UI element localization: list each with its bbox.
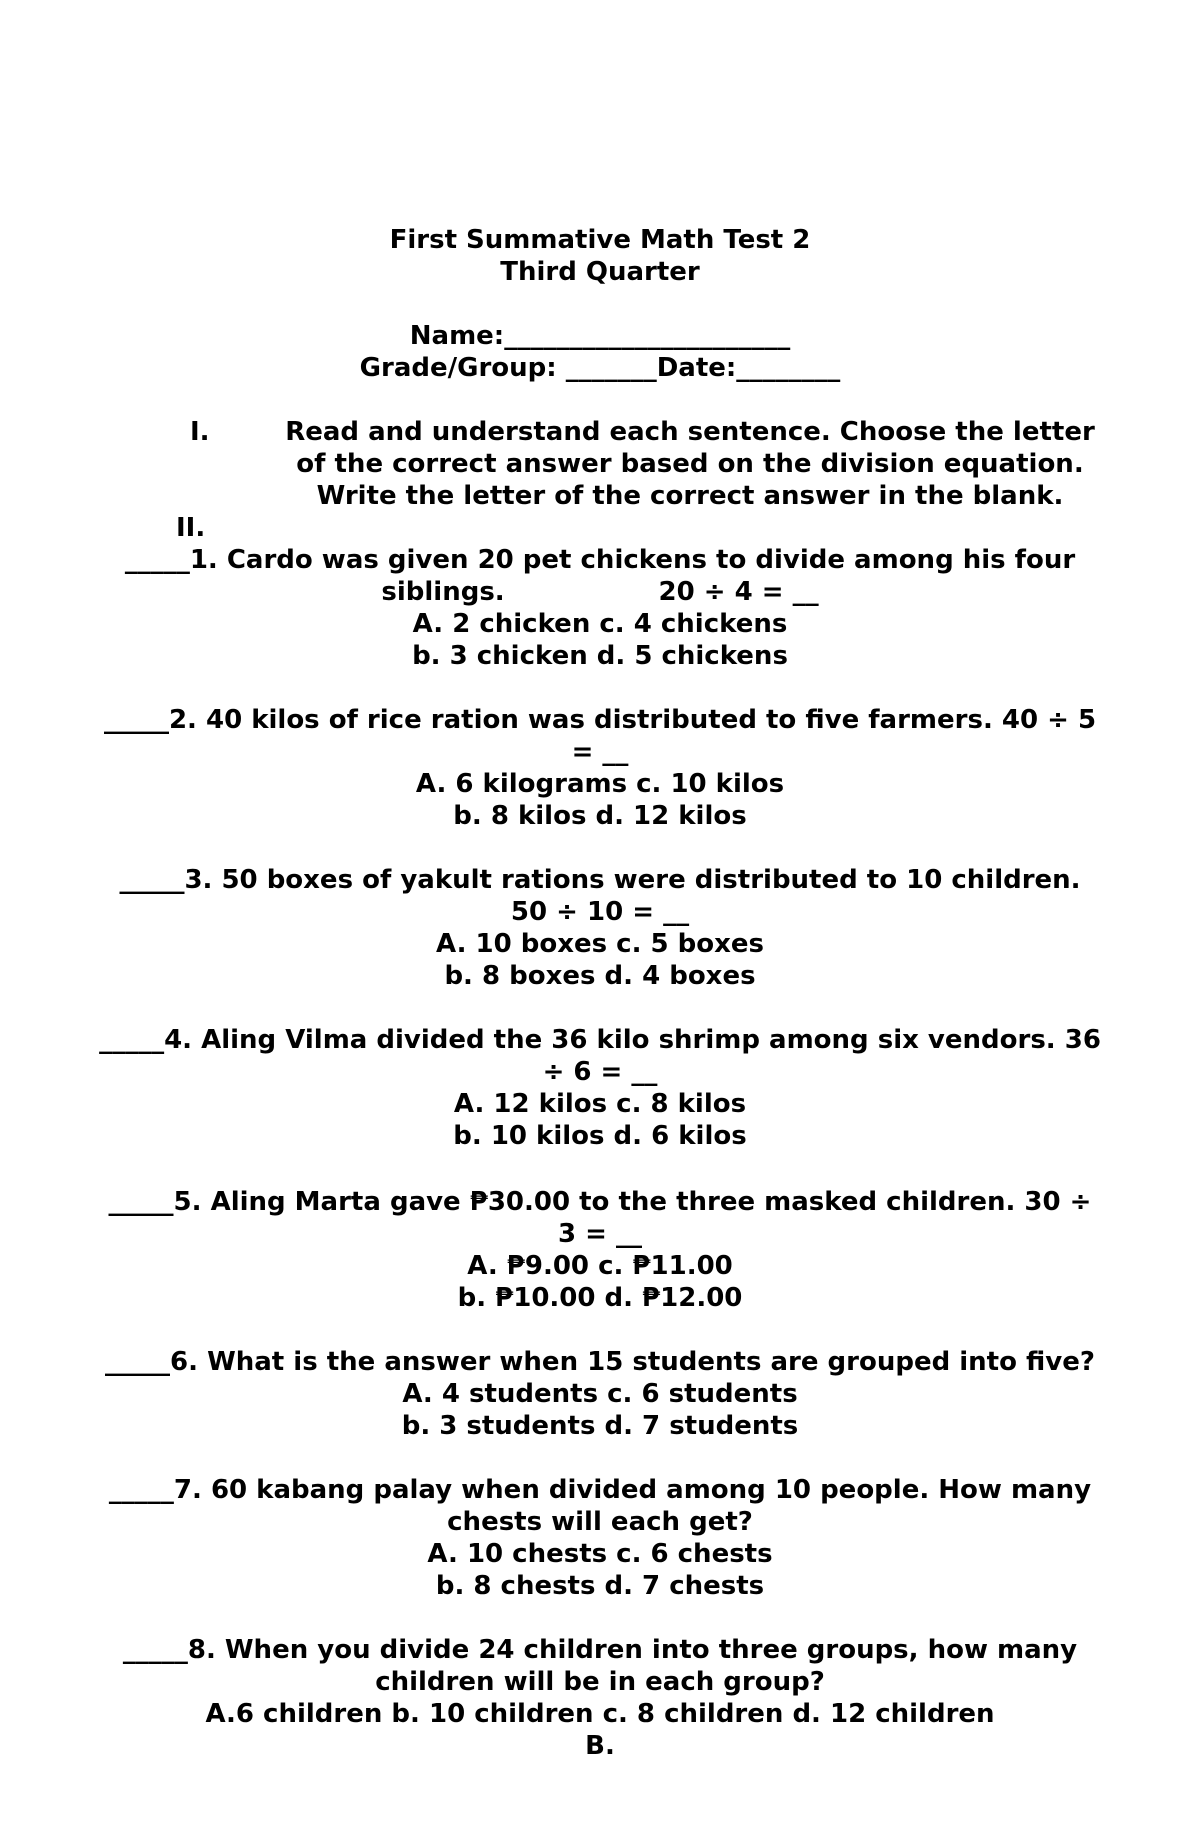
question-1-choices-b: b. 3 chicken d. 5 chickens xyxy=(412,641,788,671)
question-6-choices-a: A. 4 students c. 6 students xyxy=(402,1379,798,1409)
question-3-choices-a: A. 10 boxes c. 5 boxes xyxy=(435,929,764,959)
question-8-trailing-label: B. xyxy=(585,1731,615,1761)
question-4-choices-b: b. 10 kilos d. 6 kilos xyxy=(453,1121,747,1151)
question-7-text: _____7. 60 kabang palay when divided among 10 people. How many xyxy=(108,1475,1092,1505)
question-3-choices-b: b. 8 boxes d. 4 boxes xyxy=(444,961,756,991)
question-6-text: _____6. What is the answer when 15 students are grouped into five? xyxy=(105,1347,1095,1377)
question-4-choices-a: A. 12 kilos c. 8 kilos xyxy=(453,1089,747,1119)
question-7-choices-a: A. 10 chests c. 6 chests xyxy=(427,1539,773,1569)
question-2-choices-b: b. 8 kilos d. 12 kilos xyxy=(453,801,747,831)
question-2-text: _____2. 40 kilos of rice ration was distributed to five farmers. 40 ÷ 5 xyxy=(103,705,1097,735)
grade-date-field: Grade/Group: _______Date:________ xyxy=(359,353,841,383)
part-two-numeral: II. xyxy=(176,513,206,543)
test-title: First Summative Math Test 2 xyxy=(389,225,811,255)
question-4-equation: ÷ 6 = __ xyxy=(542,1057,658,1087)
question-1-text: _____1. Cardo was given 20 pet chickens to divide among his four xyxy=(124,545,1076,575)
question-4-text: _____4. Aling Vilma divided the 36 kilo shrimp among six vendors. 36 xyxy=(99,1025,1101,1055)
question-7-choices-b: b. 8 chests d. 7 chests xyxy=(435,1571,765,1601)
question-3-text: _____3. 50 boxes of yakult rations were distributed to 10 children. xyxy=(119,865,1081,895)
question-6-choices-b: b. 3 students d. 7 students xyxy=(401,1411,799,1441)
question-5-choices-b: b. ₱10.00 d. ₱12.00 xyxy=(457,1283,743,1313)
quarter-subtitle: Third Quarter xyxy=(500,257,700,287)
question-8-choices: A.6 children b. 10 children c. 8 children d. 12 children xyxy=(205,1699,995,1729)
part-one-numeral: I. xyxy=(190,417,210,447)
name-field: Name:______________________ xyxy=(409,321,791,351)
question-5-text: _____5. Aling Marta gave ₱30.00 to the three masked children. 30 ÷ xyxy=(108,1187,1092,1217)
question-8-text: _____8. When you divide 24 children into three groups, how many xyxy=(122,1635,1078,1665)
question-2-equation: = __ xyxy=(571,737,629,767)
question-7-text-cont: chests will each get? xyxy=(447,1507,753,1537)
instruction-line-2: of the correct answer based on the division equation. xyxy=(296,449,1084,479)
instruction-line-3: Write the letter of the correct answer in the blank. xyxy=(316,481,1064,511)
question-2-choices-a: A. 6 kilograms c. 10 kilos xyxy=(415,769,785,799)
question-1-choices-a: A. 2 chicken c. 4 chickens xyxy=(412,609,788,639)
question-8-text-cont: children will be in each group? xyxy=(375,1667,825,1697)
question-1-equation: siblings. 20 ÷ 4 = __ xyxy=(381,577,819,607)
instruction-line-1: Read and understand each sentence. Choose the letter xyxy=(285,417,1095,447)
question-5-choices-a: A. ₱9.00 c. ₱11.00 xyxy=(467,1251,733,1281)
question-3-equation: 50 ÷ 10 = __ xyxy=(510,897,690,927)
question-5-equation: 3 = __ xyxy=(558,1219,642,1249)
